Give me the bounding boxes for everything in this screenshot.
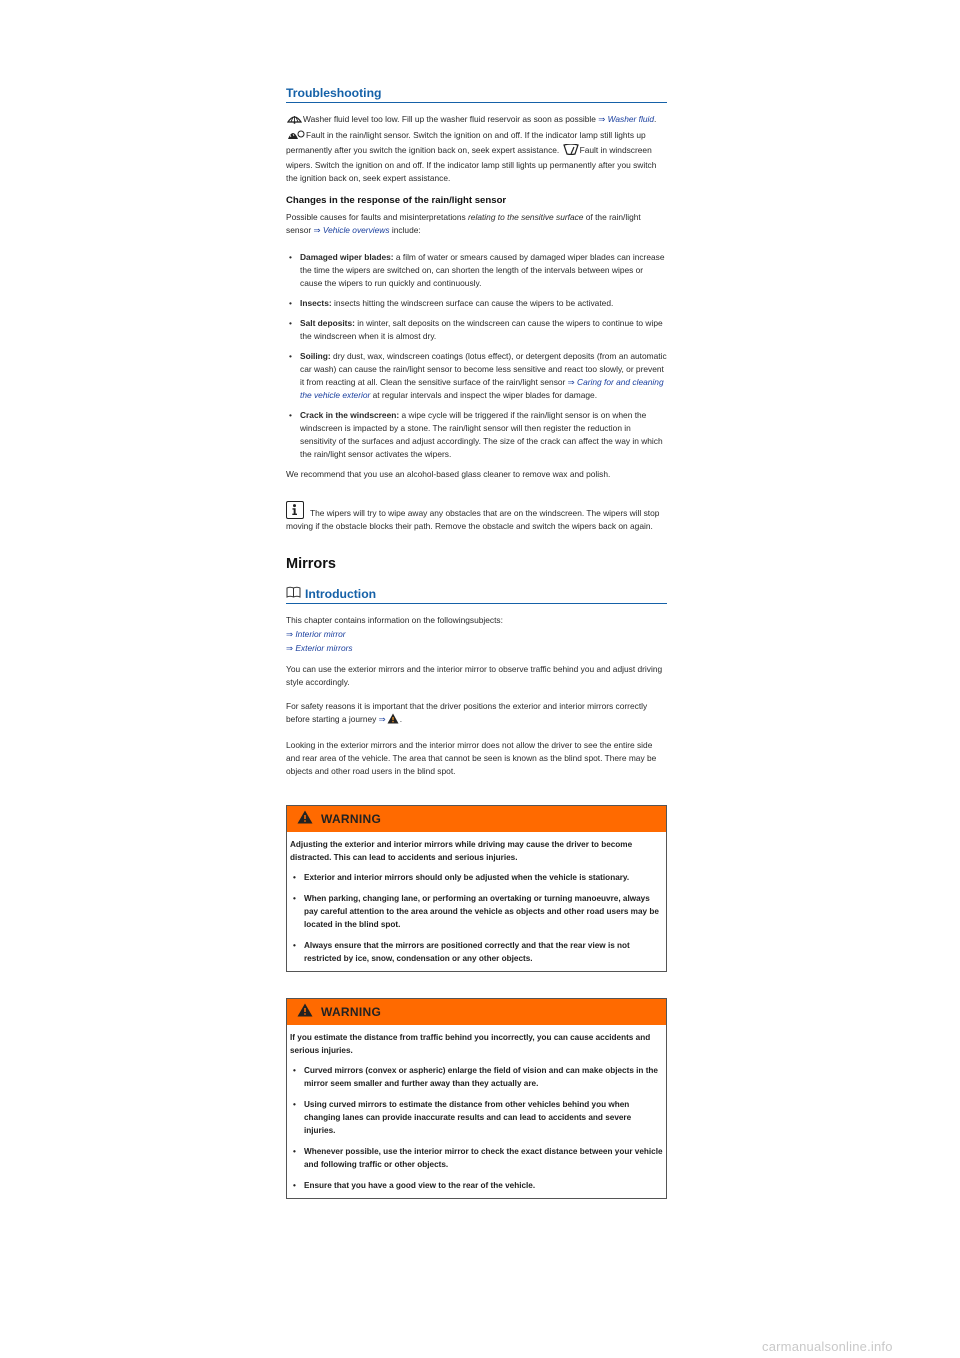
warning-title: WARNING (321, 1004, 382, 1019)
mirrors-paragraph-3: Looking in the exterior mirrors and the interior mirror does not allow the driver to see the entire side and rear area of the vehicle. The area that cannot be seen is known as the blind spot. There may be objects and other road users in the blind spot. (286, 740, 657, 776)
link-row (286, 642, 667, 655)
text: For safety reasons it is important that the driver positions the exterior and interior mirrors correctly before starting a journey (286, 701, 648, 724)
troubleshooting-paragraph (286, 113, 667, 185)
warning-body (287, 1025, 666, 1198)
item-text: dry dust, wax, windscreen coatings (lotus effect), or detergent deposits (from an automatic car wash) can cause the rain/light sensor to become less sensitive and react too slowly, or prevent it from reacting at all. Clean the sensitive surface of the rain/light sensor (300, 351, 667, 387)
item-label: Insects: (300, 298, 332, 308)
washer-fluid-icon (287, 113, 302, 128)
item-label: Salt deposits: (300, 318, 355, 328)
warning-header (287, 999, 666, 1025)
list-item (286, 317, 667, 343)
info-note-icon (286, 501, 304, 519)
warning-triangle-icon (297, 1003, 313, 1021)
rain-sensor-intro (286, 211, 667, 237)
intro-text-3: include: (391, 225, 421, 235)
rain-sensor-causes-list (286, 251, 667, 461)
item-label: Crack in the windscreen: (300, 410, 400, 420)
link-warning[interactable] (378, 714, 403, 724)
warning-body (287, 832, 666, 971)
warning-list (290, 1064, 663, 1192)
warning-title: WARNING (321, 811, 382, 826)
item-label: Soiling: (300, 351, 331, 361)
arrow-text: ⇒ (378, 714, 386, 724)
warning-box-1 (286, 805, 667, 972)
book-icon (286, 586, 301, 602)
warning-intro: If you estimate the distance from traffic behind you incorrectly, you can cause accidents and serious injuries. (290, 1033, 651, 1055)
heading-mirrors: Mirrors (286, 556, 336, 572)
list-item: • Curved mirrors (convex or aspheric) enlarge the field of vision and can make objects in the mirror seem smaller and further away than they actually are. (290, 1064, 663, 1090)
item-text-2: at regular intervals and inspect the wiper blades for damage. (372, 390, 598, 400)
item-text: a film of water or smears caused by damaged wiper blades can increase the time the wipers are switched on, can shorten the length of the intervals between wipes or cause the wipers to run quickly and continuously. (300, 252, 665, 288)
text-period: . (654, 114, 657, 124)
item-text: a wipe cycle will be triggered if the rain/light sensor is on when the windscreen is impacted by a stone. The rain/light sensor will then register the reduction in sensitivity of the surfaces and adjust accordingly. The size of the crack can affect the way in which the rain/light sensor activates the wipers. (300, 410, 663, 459)
list-item (286, 251, 667, 290)
item-text: in winter, salt deposits on the windscreen can cause the wipers to continue to wipe the windscreen when it is almost dry. (300, 318, 663, 341)
link-vehicle-overviews[interactable]: ⇒ Vehicle overviews (313, 225, 390, 235)
warning-triangle-icon (387, 713, 399, 728)
link-exterior-mirrors[interactable]: ⇒ Exterior mirrors (286, 643, 353, 653)
list-item (286, 409, 667, 461)
warning-box-2 (286, 998, 667, 1199)
item-label: Damaged wiper blades: (300, 252, 394, 262)
page-content (286, 86, 667, 1199)
text-washer-fluid: Washer fluid level too low. Fill up the washer fluid reservoir as soon as possible (303, 114, 596, 124)
list-item: • When parking, changing lane, or performing an overtaking or turning manoeuvre, always pay careful attention to the area around the vehicle as objects and other road users may be located in the blind spot. (290, 892, 663, 931)
mirrors-paragraph-2 (286, 700, 667, 728)
intro-italic: relating to the sensitive surface (468, 212, 584, 222)
heading-rain-sensor: Changes in the response of the rain/light sensor (286, 195, 507, 206)
section-title-troubleshooting (286, 86, 667, 103)
list-item: • Exterior and interior mirrors should only be adjusted when the vehicle is stationary. (290, 871, 663, 884)
mirrors-paragraph-1: You can use the exterior mirrors and the interior mirror to observe traffic behind you and adjust driving style accordingly. (286, 664, 663, 687)
list-item: • Using curved mirrors to estimate the distance from other vehicles behind you when changing lanes can provide inaccurate results and can lead to accidents and severe injuries. (290, 1098, 663, 1137)
recommendation-text: We recommend that you use an alcohol-based glass cleaner to remove wax and polish. (286, 469, 611, 479)
link-row (286, 628, 667, 641)
rain-light-sensor-icon (287, 128, 305, 144)
text-rain-sensor-fault: Fault in the rain/light sensor. Switch the ignition on and off. If the indicator lamp still lights up permanently after you switch the ignition back on, seek expert assistance. (286, 130, 646, 155)
list-item (286, 350, 667, 402)
list-item (286, 297, 667, 310)
text-wiper-fault: Fault in windscreen wipers. Switch the ignition on and off. If the indicator lamp still lights up permanently after you switch the ignition back on, seek expert assistance. (286, 145, 657, 183)
list-item: • Whenever possible, use the interior mirror to check the exact distance between your vehicle and following traffic or other objects. (290, 1145, 663, 1171)
warning-header (287, 806, 666, 832)
warning-list (290, 871, 663, 965)
list-item: • Always ensure that the mirrors are positioned correctly and that the rear view is not restricted by ice, snow, condensation or any other objects. (290, 939, 663, 965)
note-paragraph (286, 501, 667, 533)
warning-triangle-icon (297, 810, 313, 828)
warning-intro: Adjusting the exterior and interior mirrors while driving may cause the driver to become distracted. This can lead to accidents and serious injuries. (290, 840, 633, 862)
footer-watermark[interactable]: carmanualsonline.info (762, 1339, 893, 1354)
link-caring-cleaning-exterior[interactable]: ⇒ Caring for and cleaning the vehicle exterior (300, 377, 664, 400)
section-title-text: Introduction (305, 586, 377, 601)
section-title-text: Troubleshooting (286, 86, 382, 100)
text-period: . (399, 714, 403, 724)
list-item: • Ensure that you have a good view to the rear of the vehicle. (290, 1179, 663, 1192)
item-text: insects hitting the windscreen surface can cause the wipers to be activated. (333, 298, 614, 308)
section-title-introduction (286, 586, 667, 604)
chapter-subjects: This chapter contains information on the followingsubjects: (286, 615, 503, 625)
note-text: The wipers will try to wipe away any obstacles that are on the windscreen. The wipers will stop moving if the obstacle blocks their path. Remove the obstacle and switch the wipers back on again. (286, 508, 660, 531)
intro-text-2: of the rain/light sensor (286, 212, 641, 235)
link-interior-mirror[interactable]: ⇒ Interior mirror (286, 629, 346, 639)
link-washer-fluid[interactable]: ⇒ Washer fluid (598, 114, 655, 124)
intro-text: Possible causes for faults and misinterpretations (286, 212, 466, 222)
windscreen-wiper-icon (563, 144, 579, 159)
